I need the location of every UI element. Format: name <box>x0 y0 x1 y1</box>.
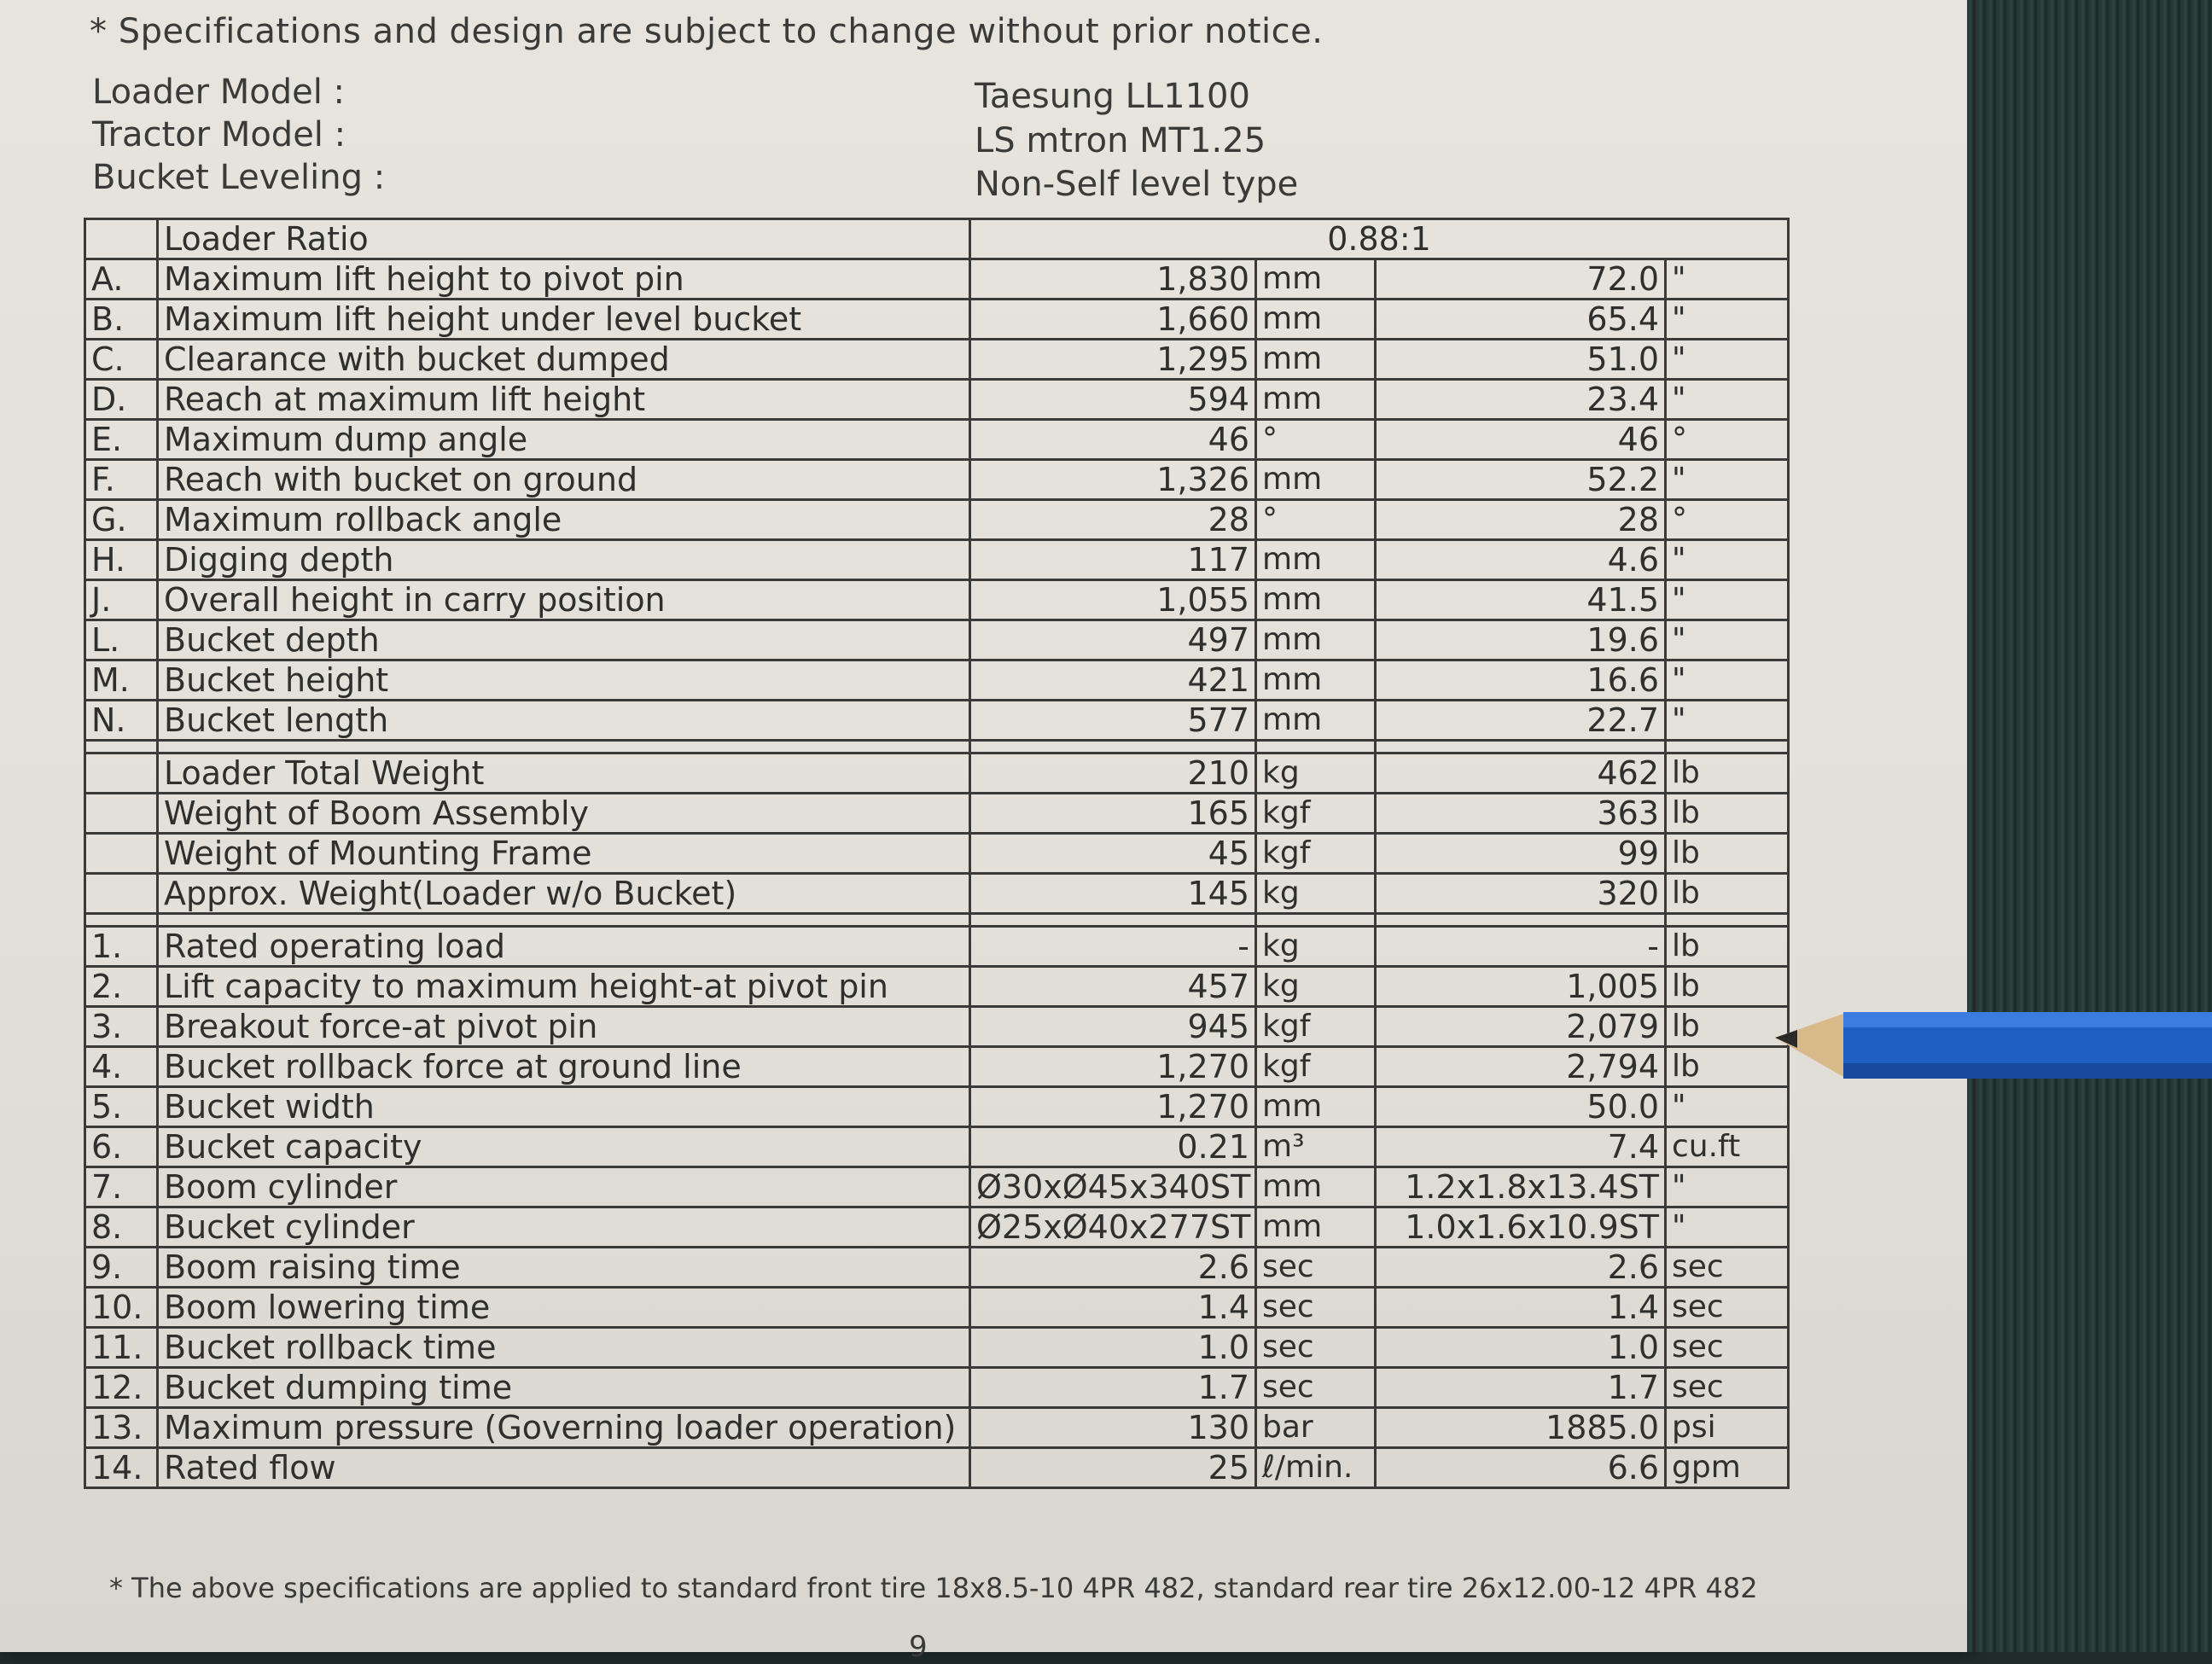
imperial-unit: " <box>1666 701 1789 741</box>
loader-ratio-row <box>85 219 1789 259</box>
table-row <box>85 660 1789 701</box>
metric-unit: kg <box>1256 874 1376 914</box>
spec-name: Overall height in carry position <box>158 580 970 620</box>
row-letter: E. <box>85 420 158 460</box>
imperial-value: 4.6 <box>1376 540 1666 580</box>
metric-unit: ° <box>1256 420 1376 460</box>
spec-name: Weight of Boom Assembly <box>158 794 970 834</box>
metric-value: 1.0 <box>970 1328 1256 1368</box>
imperial-value: 22.7 <box>1376 701 1666 741</box>
imperial-unit: " <box>1666 1207 1789 1248</box>
imperial-unit: ° <box>1666 420 1789 460</box>
row-letter: 14. <box>85 1448 158 1488</box>
row-letter <box>85 874 158 914</box>
metric-value: 457 <box>970 967 1256 1007</box>
ratio-label: Loader Ratio <box>158 219 970 259</box>
imperial-value: 41.5 <box>1376 580 1666 620</box>
imperial-value: 1.2x1.8x13.4ST <box>1376 1167 1666 1207</box>
metric-unit: ° <box>1256 500 1376 540</box>
ratio-letter-cell <box>85 219 158 259</box>
spec-name: Boom cylinder <box>158 1167 970 1207</box>
spec-name: Loader Total Weight <box>158 753 970 794</box>
spec-name: Digging depth <box>158 540 970 580</box>
table-row <box>85 1127 1789 1167</box>
row-letter: N. <box>85 701 158 741</box>
table-row <box>85 1007 1789 1047</box>
imperial-value: 65.4 <box>1376 300 1666 340</box>
imperial-unit: lb <box>1666 834 1789 874</box>
divider-cell <box>85 741 158 753</box>
imperial-unit: sec <box>1666 1328 1789 1368</box>
imperial-value: 52.2 <box>1376 460 1666 500</box>
imperial-value: 51.0 <box>1376 340 1666 380</box>
metric-value: 165 <box>970 794 1256 834</box>
spec-name: Maximum pressure (Governing loader operation) <box>158 1408 970 1448</box>
metric-unit: mm <box>1256 660 1376 701</box>
row-letter: H. <box>85 540 158 580</box>
imperial-unit: " <box>1666 460 1789 500</box>
metric-unit: mm <box>1256 300 1376 340</box>
metric-value: 1,270 <box>970 1047 1256 1087</box>
divider-cell <box>85 914 158 927</box>
imperial-unit: " <box>1666 1167 1789 1207</box>
imperial-unit: ° <box>1666 500 1789 540</box>
metric-value: 25 <box>970 1448 1256 1488</box>
metric-unit: kg <box>1256 927 1376 967</box>
table-row <box>85 1448 1789 1488</box>
spec-name: Maximum rollback angle <box>158 500 970 540</box>
metric-unit: mm <box>1256 460 1376 500</box>
row-letter: F. <box>85 460 158 500</box>
row-letter: 5. <box>85 1087 158 1127</box>
section-divider <box>85 741 1789 753</box>
metric-unit: kg <box>1256 967 1376 1007</box>
imperial-value: 1885.0 <box>1376 1408 1666 1448</box>
metric-unit: kgf <box>1256 834 1376 874</box>
imperial-unit: " <box>1666 259 1789 300</box>
table-row <box>85 1047 1789 1087</box>
page-number: 9 <box>909 1630 928 1664</box>
table-row <box>85 1368 1789 1408</box>
imperial-value: 7.4 <box>1376 1127 1666 1167</box>
imperial-unit: lb <box>1666 1047 1789 1087</box>
spec-name: Rated operating load <box>158 927 970 967</box>
table-row <box>85 1408 1789 1448</box>
divider-cell <box>158 914 970 927</box>
divider-cell <box>970 741 1256 753</box>
metric-unit: mm <box>1256 1087 1376 1127</box>
spec-name: Bucket rollback time <box>158 1328 970 1368</box>
imperial-value: 23.4 <box>1376 380 1666 420</box>
divider-cell <box>1376 741 1666 753</box>
imperial-unit: " <box>1666 1087 1789 1127</box>
imperial-value: 28 <box>1376 500 1666 540</box>
spec-name: Bucket dumping time <box>158 1368 970 1408</box>
metric-unit: m³ <box>1256 1127 1376 1167</box>
metric-value: 421 <box>970 660 1256 701</box>
imperial-unit: " <box>1666 380 1789 420</box>
metric-value: 0.21 <box>970 1127 1256 1167</box>
footer-note: * The above specifications are applied to standard front tire 18x8.5-10 4PR 482, standard rear tire 26x12.00-12 4PR 482 <box>109 1572 1758 1604</box>
metric-value: 1,326 <box>970 460 1256 500</box>
spec-name: Rated flow <box>158 1448 970 1488</box>
metric-unit: mm <box>1256 340 1376 380</box>
metric-value: 1.7 <box>970 1368 1256 1408</box>
table-row <box>85 1207 1789 1248</box>
metric-value: 117 <box>970 540 1256 580</box>
imperial-value: 72.0 <box>1376 259 1666 300</box>
spec-name: Boom raising time <box>158 1248 970 1288</box>
divider-cell <box>1666 914 1789 927</box>
row-letter: 2. <box>85 967 158 1007</box>
spec-name: Bucket rollback force at ground line <box>158 1047 970 1087</box>
table-row <box>85 1087 1789 1127</box>
metric-value: Ø25xØ40x277ST <box>970 1207 1256 1248</box>
spec-name: Breakout force-at pivot pin <box>158 1007 970 1047</box>
metric-unit: mm <box>1256 620 1376 660</box>
metric-unit: kg <box>1256 753 1376 794</box>
metric-value: 45 <box>970 834 1256 874</box>
row-letter: B. <box>85 300 158 340</box>
imperial-value: 1.0 <box>1376 1328 1666 1368</box>
metric-unit: kgf <box>1256 1047 1376 1087</box>
imperial-value: 6.6 <box>1376 1448 1666 1488</box>
spec-name: Bucket depth <box>158 620 970 660</box>
table-row <box>85 340 1789 380</box>
imperial-value: 1.7 <box>1376 1368 1666 1408</box>
ratio-value: 0.88:1 <box>970 219 1789 259</box>
table-row <box>85 874 1789 914</box>
section-divider <box>85 914 1789 927</box>
imperial-unit: lb <box>1666 927 1789 967</box>
row-letter: 7. <box>85 1167 158 1207</box>
imperial-unit: sec <box>1666 1248 1789 1288</box>
imperial-value: 2.6 <box>1376 1248 1666 1288</box>
tractor-model-label: Tractor Model : <box>92 115 346 154</box>
imperial-unit: " <box>1666 580 1789 620</box>
divider-cell <box>1666 741 1789 753</box>
row-letter: J. <box>85 580 158 620</box>
imperial-value: 46 <box>1376 420 1666 460</box>
metric-unit: ℓ/min. <box>1256 1448 1376 1488</box>
spec-name: Maximum lift height to pivot pin <box>158 259 970 300</box>
imperial-unit: lb <box>1666 1007 1789 1047</box>
table-row <box>85 460 1789 500</box>
metric-value: 1,270 <box>970 1087 1256 1127</box>
metric-value: Ø30xØ45x340ST <box>970 1167 1256 1207</box>
divider-cell <box>158 741 970 753</box>
metric-unit: sec <box>1256 1288 1376 1328</box>
specification-table <box>84 218 1790 1489</box>
imperial-unit: lb <box>1666 967 1789 1007</box>
fabric-background <box>1967 0 2212 1652</box>
imperial-value: 50.0 <box>1376 1087 1666 1127</box>
table-row <box>85 753 1789 794</box>
table-row <box>85 967 1789 1007</box>
imperial-value: 462 <box>1376 753 1666 794</box>
imperial-value: 19.6 <box>1376 620 1666 660</box>
table-row <box>85 259 1789 300</box>
row-letter: 9. <box>85 1248 158 1288</box>
divider-cell <box>970 914 1256 927</box>
table-row <box>85 540 1789 580</box>
spec-name: Reach at maximum lift height <box>158 380 970 420</box>
metric-value: 145 <box>970 874 1256 914</box>
metric-value: 497 <box>970 620 1256 660</box>
metric-unit: kgf <box>1256 1007 1376 1047</box>
table-row <box>85 1248 1789 1288</box>
row-letter: 3. <box>85 1007 158 1047</box>
row-letter: 11. <box>85 1328 158 1368</box>
imperial-unit: " <box>1666 340 1789 380</box>
pencil-icon <box>1775 998 2212 1101</box>
table-row <box>85 1167 1789 1207</box>
table-row <box>85 1328 1789 1368</box>
bucket-leveling-label: Bucket Leveling : <box>92 158 386 197</box>
table-row <box>85 1288 1789 1328</box>
row-letter: 10. <box>85 1288 158 1328</box>
spec-name: Lift capacity to maximum height-at pivot pin <box>158 967 970 1007</box>
row-letter: D. <box>85 380 158 420</box>
spec-name: Bucket width <box>158 1087 970 1127</box>
metric-value: 577 <box>970 701 1256 741</box>
imperial-unit: cu.ft <box>1666 1127 1789 1167</box>
divider-cell <box>1256 914 1376 927</box>
row-letter: A. <box>85 259 158 300</box>
imperial-value: 363 <box>1376 794 1666 834</box>
imperial-unit: sec <box>1666 1368 1789 1408</box>
metric-unit: bar <box>1256 1408 1376 1448</box>
imperial-unit: lb <box>1666 794 1789 834</box>
metric-value: 1,055 <box>970 580 1256 620</box>
imperial-unit: gpm <box>1666 1448 1789 1488</box>
table-row <box>85 927 1789 967</box>
imperial-unit: lb <box>1666 753 1789 794</box>
row-letter: 8. <box>85 1207 158 1248</box>
metric-unit: mm <box>1256 540 1376 580</box>
spec-name: Bucket cylinder <box>158 1207 970 1248</box>
spec-name: Approx. Weight(Loader w/o Bucket) <box>158 874 970 914</box>
row-letter: M. <box>85 660 158 701</box>
imperial-value: 1,005 <box>1376 967 1666 1007</box>
metric-value: 130 <box>970 1408 1256 1448</box>
imperial-value: - <box>1376 927 1666 967</box>
imperial-value: 2,794 <box>1376 1047 1666 1087</box>
spec-name: Bucket capacity <box>158 1127 970 1167</box>
table-row <box>85 794 1789 834</box>
row-letter <box>85 753 158 794</box>
metric-value: 2.6 <box>970 1248 1256 1288</box>
row-letter: 13. <box>85 1408 158 1448</box>
imperial-value: 99 <box>1376 834 1666 874</box>
divider-cell <box>1376 914 1666 927</box>
imperial-unit: " <box>1666 620 1789 660</box>
imperial-value: 320 <box>1376 874 1666 914</box>
metric-unit: mm <box>1256 701 1376 741</box>
metric-unit: sec <box>1256 1328 1376 1368</box>
spec-name: Bucket length <box>158 701 970 741</box>
metric-unit: sec <box>1256 1368 1376 1408</box>
spec-name: Maximum dump angle <box>158 420 970 460</box>
header-note: * Specifications and design are subject to change without prior notice. <box>90 12 1324 51</box>
bucket-leveling-value: Non-Self level type <box>975 165 1299 204</box>
metric-value: 945 <box>970 1007 1256 1047</box>
loader-model-value: Taesung LL1100 <box>975 77 1250 116</box>
table-row <box>85 620 1789 660</box>
tractor-model-value: LS mtron MT1.25 <box>975 121 1266 160</box>
metric-unit: mm <box>1256 380 1376 420</box>
metric-value: 210 <box>970 753 1256 794</box>
row-letter <box>85 834 158 874</box>
metric-unit: kgf <box>1256 794 1376 834</box>
imperial-value: 1.4 <box>1376 1288 1666 1328</box>
table-row <box>85 580 1789 620</box>
imperial-unit: sec <box>1666 1288 1789 1328</box>
table-row <box>85 300 1789 340</box>
metric-value: 1,830 <box>970 259 1256 300</box>
metric-value: 28 <box>970 500 1256 540</box>
metric-value: 46 <box>970 420 1256 460</box>
table-row <box>85 420 1789 460</box>
spec-name: Clearance with bucket dumped <box>158 340 970 380</box>
metric-unit: mm <box>1256 1167 1376 1207</box>
metric-value: 1,660 <box>970 300 1256 340</box>
metric-value: 1.4 <box>970 1288 1256 1328</box>
imperial-unit: " <box>1666 300 1789 340</box>
row-letter: 6. <box>85 1127 158 1167</box>
metric-unit: sec <box>1256 1248 1376 1288</box>
imperial-unit: " <box>1666 660 1789 701</box>
row-letter: 12. <box>85 1368 158 1408</box>
metric-value: - <box>970 927 1256 967</box>
spec-name: Maximum lift height under level bucket <box>158 300 970 340</box>
imperial-value: 16.6 <box>1376 660 1666 701</box>
imperial-unit: " <box>1666 540 1789 580</box>
metric-value: 1,295 <box>970 340 1256 380</box>
row-letter: L. <box>85 620 158 660</box>
row-letter: 4. <box>85 1047 158 1087</box>
spec-name: Boom lowering time <box>158 1288 970 1328</box>
metric-unit: mm <box>1256 259 1376 300</box>
row-letter: 1. <box>85 927 158 967</box>
imperial-value: 2,079 <box>1376 1007 1666 1047</box>
divider-cell <box>1256 741 1376 753</box>
row-letter: G. <box>85 500 158 540</box>
imperial-unit: psi <box>1666 1408 1789 1448</box>
metric-unit: mm <box>1256 1207 1376 1248</box>
spec-name: Reach with bucket on ground <box>158 460 970 500</box>
imperial-unit: lb <box>1666 874 1789 914</box>
spec-name: Weight of Mounting Frame <box>158 834 970 874</box>
table-row <box>85 380 1789 420</box>
imperial-value: 1.0x1.6x10.9ST <box>1376 1207 1666 1248</box>
specification-table-body <box>85 219 1789 1488</box>
loader-model-label: Loader Model : <box>92 73 346 112</box>
spec-name: Bucket height <box>158 660 970 701</box>
metric-unit: mm <box>1256 580 1376 620</box>
table-row <box>85 701 1789 741</box>
metric-value: 594 <box>970 380 1256 420</box>
row-letter <box>85 794 158 834</box>
table-row <box>85 500 1789 540</box>
row-letter: C. <box>85 340 158 380</box>
table-row <box>85 834 1789 874</box>
